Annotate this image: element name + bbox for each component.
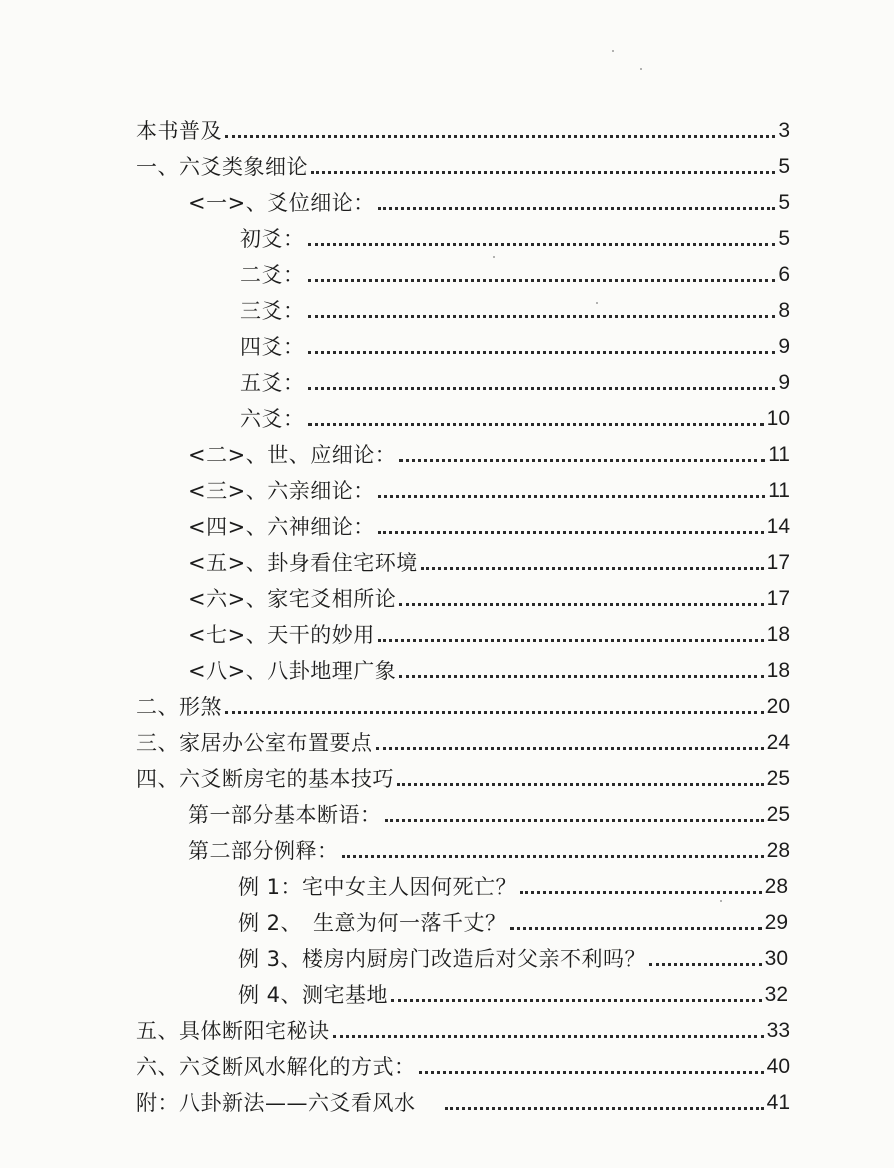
toc-entry-title: 第一部分基本断语： xyxy=(188,803,382,827)
toc-entry-page: 28 xyxy=(766,839,790,862)
toc-entry-title: 六爻： xyxy=(240,407,305,431)
toc-leader-dots xyxy=(308,423,764,426)
toc-leader-dots xyxy=(308,387,776,390)
toc-leader-dots xyxy=(419,1071,764,1074)
toc-entry[interactable] xyxy=(136,1008,790,1044)
toc-leader-dots xyxy=(385,819,764,822)
toc-leader-dots xyxy=(378,495,765,498)
toc-leader-dots xyxy=(378,207,776,210)
toc-entry-page: 24 xyxy=(766,731,790,754)
toc-entry-page: 18 xyxy=(766,623,790,646)
toc-entry[interactable] xyxy=(240,288,790,324)
toc-entry[interactable] xyxy=(136,108,790,144)
toc-entry-title: 本书普及 xyxy=(136,119,222,143)
toc-entry-page: 25 xyxy=(766,767,790,790)
toc-leader-dots xyxy=(397,783,764,786)
toc-entry-title: 第二部分例释： xyxy=(188,839,339,863)
toc-entry[interactable] xyxy=(188,468,790,504)
toc-entry-page: 11 xyxy=(768,443,790,466)
toc-entry-page: 11 xyxy=(768,479,790,502)
toc-entry[interactable] xyxy=(240,216,790,252)
toc-entry-page: 29 xyxy=(764,911,788,934)
toc-entry-page: 5 xyxy=(778,227,790,250)
toc-entry-title: <一>、爻位细论： xyxy=(188,191,375,215)
toc-leader-dots xyxy=(308,315,776,318)
toc-entry[interactable] xyxy=(188,648,790,684)
toc-leader-dots xyxy=(378,531,764,534)
toc-entry-page: 17 xyxy=(766,587,790,610)
toc-entry[interactable] xyxy=(188,504,790,540)
toc-leader-dots xyxy=(399,603,763,606)
toc-entry-title: 例 1：宅中女主人因何死亡？ xyxy=(238,875,518,899)
toc-entry[interactable] xyxy=(238,900,788,936)
toc-entry-title: 一、六爻类象细论 xyxy=(136,155,308,179)
toc-entry-page: 9 xyxy=(778,371,790,394)
toc-entry-title: 初爻： xyxy=(240,227,305,251)
toc-entry-page: 6 xyxy=(778,263,790,286)
toc-entry-page: 9 xyxy=(778,335,790,358)
toc-leader-dots xyxy=(308,243,776,246)
toc-entry-title: 四、六爻断房宅的基本技巧 xyxy=(136,767,394,791)
toc-entry-title: <四>、六神细论： xyxy=(188,515,375,539)
toc-entry-title: 附：八卦新法——六爻看风水 xyxy=(136,1091,416,1115)
toc-entry-title: 例 3、楼房内厨房门改造后对父亲不利吗？ xyxy=(238,947,647,971)
toc-entry-page: 30 xyxy=(764,947,788,970)
toc-entry[interactable] xyxy=(240,396,790,432)
toc-entry-page: 5 xyxy=(778,191,790,214)
toc-leader-dots xyxy=(421,567,764,570)
toc-entry-title: 三爻： xyxy=(240,299,305,323)
toc-entry-page: 8 xyxy=(778,299,790,322)
toc-entry[interactable] xyxy=(188,180,790,216)
toc-entry-page: 33 xyxy=(766,1019,790,1042)
toc-entry-title: 二爻： xyxy=(240,263,305,287)
toc-entry[interactable] xyxy=(136,1080,790,1116)
toc-entry-page: 3 xyxy=(778,119,790,142)
toc-entry[interactable] xyxy=(238,936,788,972)
toc-entry[interactable] xyxy=(188,576,790,612)
toc-entry[interactable] xyxy=(136,684,790,720)
toc-entry-page: 40 xyxy=(766,1055,790,1078)
toc-entry-page: 41 xyxy=(766,1091,790,1114)
toc-entry[interactable] xyxy=(188,540,790,576)
toc-entry[interactable] xyxy=(136,1044,790,1080)
toc-entry-page: 20 xyxy=(766,695,790,718)
toc-leader-dots xyxy=(399,459,765,462)
toc-leader-dots xyxy=(520,891,762,894)
toc-entry[interactable] xyxy=(136,144,790,180)
toc-leader-dots xyxy=(333,1035,764,1038)
toc-entry-page: 25 xyxy=(766,803,790,826)
toc-entry[interactable] xyxy=(240,252,790,288)
toc-leader-dots xyxy=(649,963,762,966)
toc-entry-title: <三>、六亲细论： xyxy=(188,479,375,503)
toc-entry-title: 六、六爻断风水解化的方式： xyxy=(136,1055,416,1079)
toc-entry-title: 例 2、 生意为何一落千丈？ xyxy=(238,911,507,935)
toc-entry-title: 二、形煞 xyxy=(136,695,222,719)
toc-entry-page: 5 xyxy=(778,155,790,178)
toc-leader-dots xyxy=(391,999,762,1002)
toc-leader-dots xyxy=(342,855,764,858)
toc-entry-page: 10 xyxy=(766,407,790,430)
toc-entry-title: <七>、天干的妙用 xyxy=(188,623,375,647)
toc-entry[interactable] xyxy=(136,756,790,792)
toc-entry[interactable] xyxy=(188,792,790,828)
toc-leader-dots xyxy=(378,639,764,642)
toc-entry-title: <八>、八卦地理广象 xyxy=(188,659,397,683)
toc-leader-dots xyxy=(308,279,776,282)
toc-entry-title: 五、具体断阳宅秘诀 xyxy=(136,1019,330,1043)
toc-entry[interactable] xyxy=(188,432,790,468)
toc-entry[interactable] xyxy=(188,828,790,864)
toc-leader-dots xyxy=(225,711,764,714)
toc-entry-title: <二>、世、应细论： xyxy=(188,443,397,467)
scan-speck xyxy=(640,68,642,70)
toc-entry-page: 18 xyxy=(766,659,790,682)
toc-entry-page: 14 xyxy=(766,515,790,538)
toc-entry-page: 32 xyxy=(764,983,788,1006)
toc-entry[interactable] xyxy=(238,864,788,900)
toc-entry[interactable] xyxy=(240,360,790,396)
toc-entry-title: 五爻： xyxy=(240,371,305,395)
toc-entry[interactable] xyxy=(240,324,790,360)
toc-entry[interactable] xyxy=(188,612,790,648)
toc-leader-dots xyxy=(445,1107,764,1110)
toc-entry-page: 17 xyxy=(766,551,790,574)
toc-leader-dots xyxy=(399,675,763,678)
toc-leader-dots xyxy=(311,171,775,174)
toc-entry-title: 三、家居办公室布置要点 xyxy=(136,731,373,755)
scan-speck xyxy=(612,50,614,52)
toc-entry-title: 四爻： xyxy=(240,335,305,359)
toc-entry-title: 例 4、测宅基地 xyxy=(238,983,389,1007)
toc-leader-dots xyxy=(376,747,764,750)
toc-entry-title: <六>、家宅爻相所论 xyxy=(188,587,397,611)
toc-entry[interactable] xyxy=(238,972,788,1008)
toc-entry[interactable] xyxy=(136,720,790,756)
toc-leader-dots xyxy=(510,927,762,930)
toc-entry-title: <五>、卦身看住宅环境 xyxy=(188,551,418,575)
toc-leader-dots xyxy=(225,135,775,138)
toc-leader-dots xyxy=(308,351,776,354)
toc-entry-page: 28 xyxy=(764,875,788,898)
